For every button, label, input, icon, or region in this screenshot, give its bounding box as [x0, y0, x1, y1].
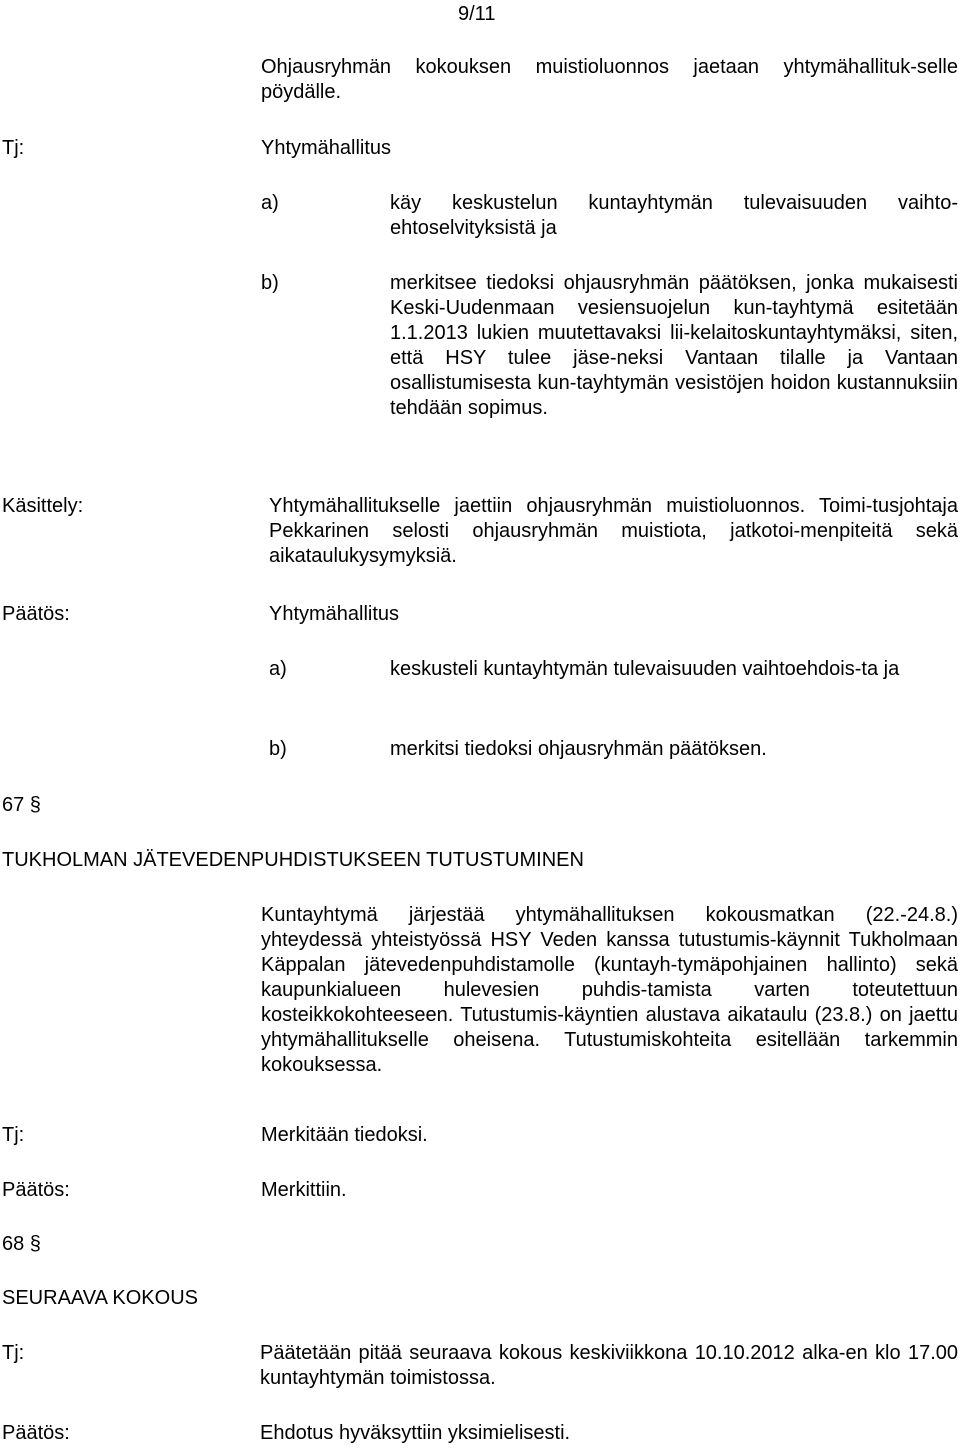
- section-68-tj-label: Tj:: [2, 1342, 25, 1364]
- kasittely-text: Yhtymähallitukselle jaettiin ohjausryhmän muistioluonnos. Toimi-tusjohtaja Pekkarinen selosti ohjausryhmän muistiota, jatkotoi-menpiteitä sekä aikataulukysymyksiä.: [269, 495, 958, 567]
- section-67-tj-value: Merkitään tiedoksi.: [261, 1124, 428, 1146]
- section-67-number: 67 §: [2, 794, 41, 816]
- decision-b-label: b): [269, 738, 287, 760]
- kasittely-label: Käsittely:: [2, 495, 84, 517]
- decision-b-text: merkitsi tiedoksi ohjausryhmän päätöksen.: [390, 738, 767, 760]
- item-a-text: käy keskustelun kuntayhtymän tulevaisuuden vaihto-ehtoselvityksistä ja: [390, 192, 958, 239]
- item-b-text: merkitsee tiedoksi ohjausryhmän päätöksen, jonka mukaisesti Keski-Uudenmaan vesiensuojelun kun-tayhtymä esitetään 1.1.2013 lukien muutettavaksi lii-kelaitoskuntayhtymäksi, siten, että HSY tulee jäse-neksi Vantaan tilalle ja Vantaan osallistumisesta kun-tayhtymän vesistöjen hoidon kustannuksiin tehdään sopimus.: [390, 272, 958, 419]
- item-a-label: a): [261, 192, 279, 214]
- section-67-tj-label: Tj:: [2, 1124, 25, 1146]
- tj-value: Yhtymähallitus: [261, 137, 392, 159]
- section-68-paatos-label: Päätös:: [2, 1422, 70, 1444]
- section-67-body: Kuntayhtymä järjestää yhtymähallituksen kokousmatkan (22.-24.8.) yhteydessä yhteistyössä HSY Veden kanssa tutustumis-käynnit Tukholmaan Käppalan jätevedenpuhdistamolle (kuntayh-tymäpohjainen hallinto) sekä kaupunkialueen hulevesien puhdis-tamista varten toteutettuun kosteikkokohteeseen. Tutustumis-käyntien alustava aikataulu (23.8.) on jaettu yhtymähallitukselle oheisena. Tutustumiskohteita esitellään tarkemmin kokouksessa.: [261, 904, 958, 1076]
- intro-paragraph: [261, 55, 958, 105]
- tj-label: Tj:: [2, 137, 25, 159]
- decision-a-text: keskusteli kuntayhtymän tulevaisuuden vaihtoehdois-ta ja: [390, 658, 900, 680]
- section-68-paatos-value: Ehdotus hyväksyttiin yksimielisesti.: [260, 1422, 571, 1444]
- intro-text: Ohjausryhmän kokouksen muistioluonnos jaetaan yhtymähallituk-selle pöydälle.: [261, 56, 958, 103]
- section-67-paatos-label: Päätös:: [2, 1179, 70, 1201]
- paatos-label: Päätös:: [2, 603, 70, 625]
- decision-a-label: a): [269, 658, 287, 680]
- section-68-tj-value: Päätetään pitää seuraava kokous keskiviikkona 10.10.2012 alka-en klo 17.00 kuntayhtymän toimistossa.: [260, 1342, 958, 1389]
- section-67-title: TUKHOLMAN JÄTEVEDENPUHDISTUKSEEN TUTUSTUMINEN: [2, 849, 584, 871]
- paatos-value: Yhtymähallitus: [269, 603, 400, 625]
- page-number: 9/11: [458, 3, 496, 25]
- section-68-number: 68 §: [2, 1233, 41, 1255]
- item-b-label: b): [261, 272, 279, 294]
- section-67-paatos-value: Merkittiin.: [261, 1179, 347, 1201]
- section-68-title: SEURAAVA KOKOUS: [2, 1287, 198, 1309]
